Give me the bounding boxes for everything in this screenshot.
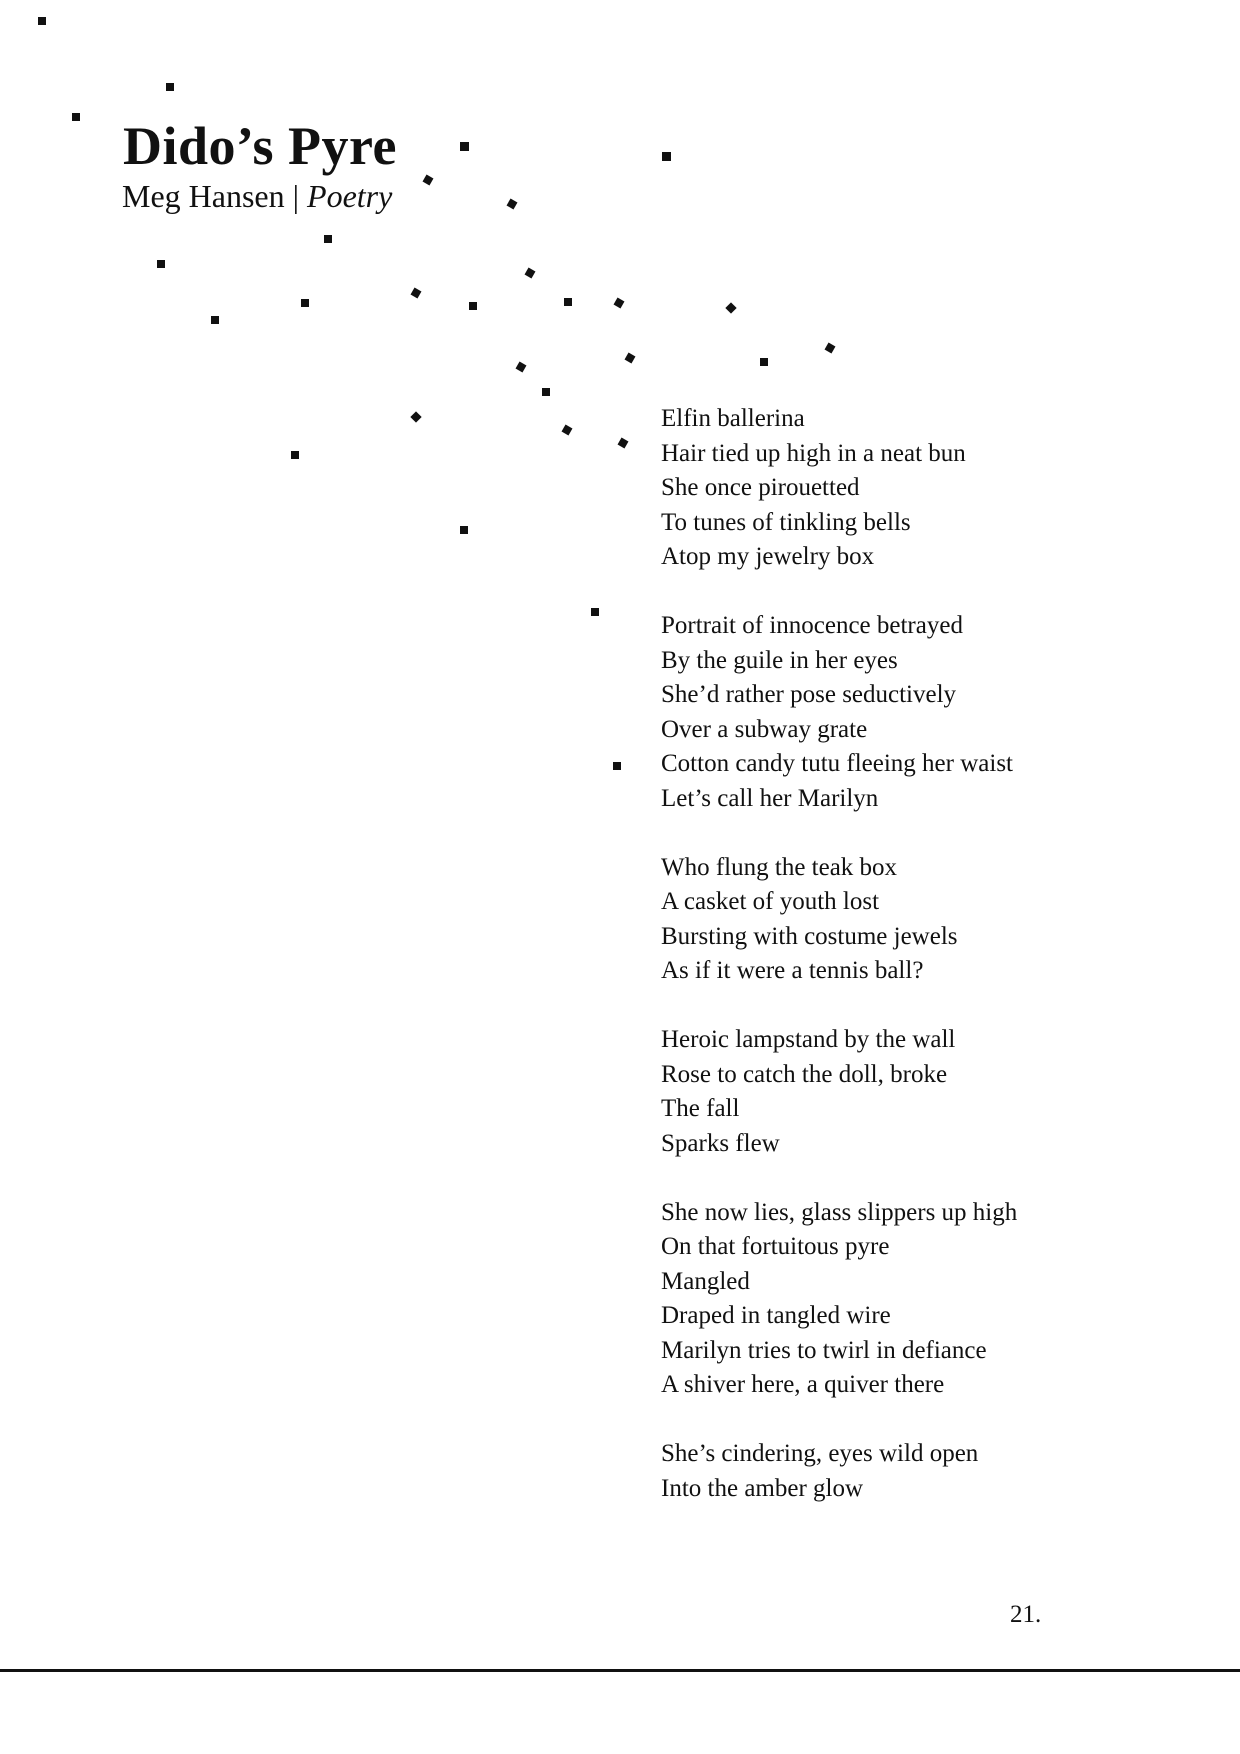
poem-line: Bursting with costume jewels bbox=[661, 922, 958, 950]
stanza bbox=[661, 1196, 1121, 1403]
decorative-dot bbox=[157, 260, 165, 268]
decorative-dot bbox=[291, 451, 299, 459]
byline-separator: | bbox=[284, 178, 308, 214]
poem-line: Atop my jewelry box bbox=[661, 543, 875, 570]
poem-line: Into the amber glow bbox=[661, 1474, 864, 1502]
decorative-dot bbox=[72, 113, 80, 121]
decorative-dot bbox=[564, 298, 572, 306]
decorative-dot bbox=[166, 83, 174, 91]
decorative-dot bbox=[301, 299, 309, 307]
poem-title: Dido’s Pyre bbox=[123, 116, 397, 176]
decorative-dot bbox=[507, 199, 518, 210]
stanza bbox=[661, 851, 1121, 989]
stanza bbox=[661, 402, 1121, 575]
decorative-dot bbox=[469, 302, 477, 310]
poem-line: As if it were a tennis ball? bbox=[661, 957, 924, 984]
decorative-dot bbox=[38, 17, 46, 25]
poem-line: She once pirouetted bbox=[661, 474, 860, 501]
poem-line: She’d rather pose seductively bbox=[661, 681, 957, 708]
decorative-dot bbox=[423, 175, 434, 186]
footer-rule bbox=[0, 1669, 1240, 1672]
decorative-dot bbox=[411, 288, 422, 299]
poem-line: By the guile in her eyes bbox=[661, 646, 898, 674]
decorative-dot bbox=[625, 353, 636, 364]
stanza bbox=[661, 609, 1121, 816]
poem-line: A casket of youth lost bbox=[661, 888, 880, 915]
poem-line: Draped in tangled wire bbox=[661, 1302, 891, 1329]
decorative-dot bbox=[410, 411, 421, 422]
stanza bbox=[661, 1437, 1121, 1506]
genre-label: Poetry bbox=[307, 178, 393, 214]
decorative-dot bbox=[614, 298, 625, 309]
poem-line: Sparks flew bbox=[661, 1129, 780, 1157]
author-name: Meg Hansen bbox=[122, 178, 285, 214]
poem-line: Mangled bbox=[661, 1267, 750, 1295]
poem-line: Hair tied up high in a neat bun bbox=[661, 439, 966, 467]
poem-line: Cotton candy tutu fleeing her waist bbox=[661, 750, 1014, 777]
decorative-dot bbox=[460, 526, 468, 534]
poem-line: Marilyn tries to twirl in defiance bbox=[661, 1336, 987, 1364]
poem-line: Over a subway grate bbox=[661, 715, 868, 743]
poem-line: To tunes of tinkling bells bbox=[661, 508, 911, 536]
poem-body bbox=[661, 402, 1121, 1541]
decorative-dot bbox=[825, 343, 836, 354]
poem-line: Portrait of innocence betrayed bbox=[661, 612, 963, 639]
decorative-dot bbox=[324, 235, 332, 243]
poem-line: A shiver here, a quiver there bbox=[661, 1371, 945, 1398]
decorative-dot bbox=[460, 142, 469, 151]
poem-line: Elfin ballerina bbox=[661, 405, 805, 432]
decorative-dot bbox=[525, 268, 536, 279]
decorative-dot bbox=[760, 358, 768, 366]
poem-line: The fall bbox=[661, 1095, 740, 1122]
stanza bbox=[661, 1023, 1121, 1161]
decorative-dot bbox=[591, 608, 599, 616]
decorative-dot bbox=[542, 388, 550, 396]
decorative-dot bbox=[662, 152, 671, 161]
poem-line: On that fortuitous pyre bbox=[661, 1233, 890, 1260]
poem-line: Heroic lampstand by the wall bbox=[661, 1026, 956, 1053]
poem-line: Rose to catch the doll, broke bbox=[661, 1060, 948, 1088]
poem-line: She’s cindering, eyes wild open bbox=[661, 1440, 979, 1467]
page-number: 21. bbox=[1010, 1601, 1042, 1628]
decorative-dot bbox=[618, 438, 629, 449]
poem-line: She now lies, glass slippers up high bbox=[661, 1198, 1018, 1226]
poem-line: Let’s call her Marilyn bbox=[661, 784, 879, 812]
decorative-dot bbox=[725, 302, 736, 313]
decorative-dot bbox=[516, 362, 527, 373]
decorative-dot bbox=[562, 425, 573, 436]
decorative-dot bbox=[613, 762, 621, 770]
poem-line: Who flung the teak box bbox=[661, 853, 898, 881]
decorative-dot bbox=[211, 316, 219, 324]
